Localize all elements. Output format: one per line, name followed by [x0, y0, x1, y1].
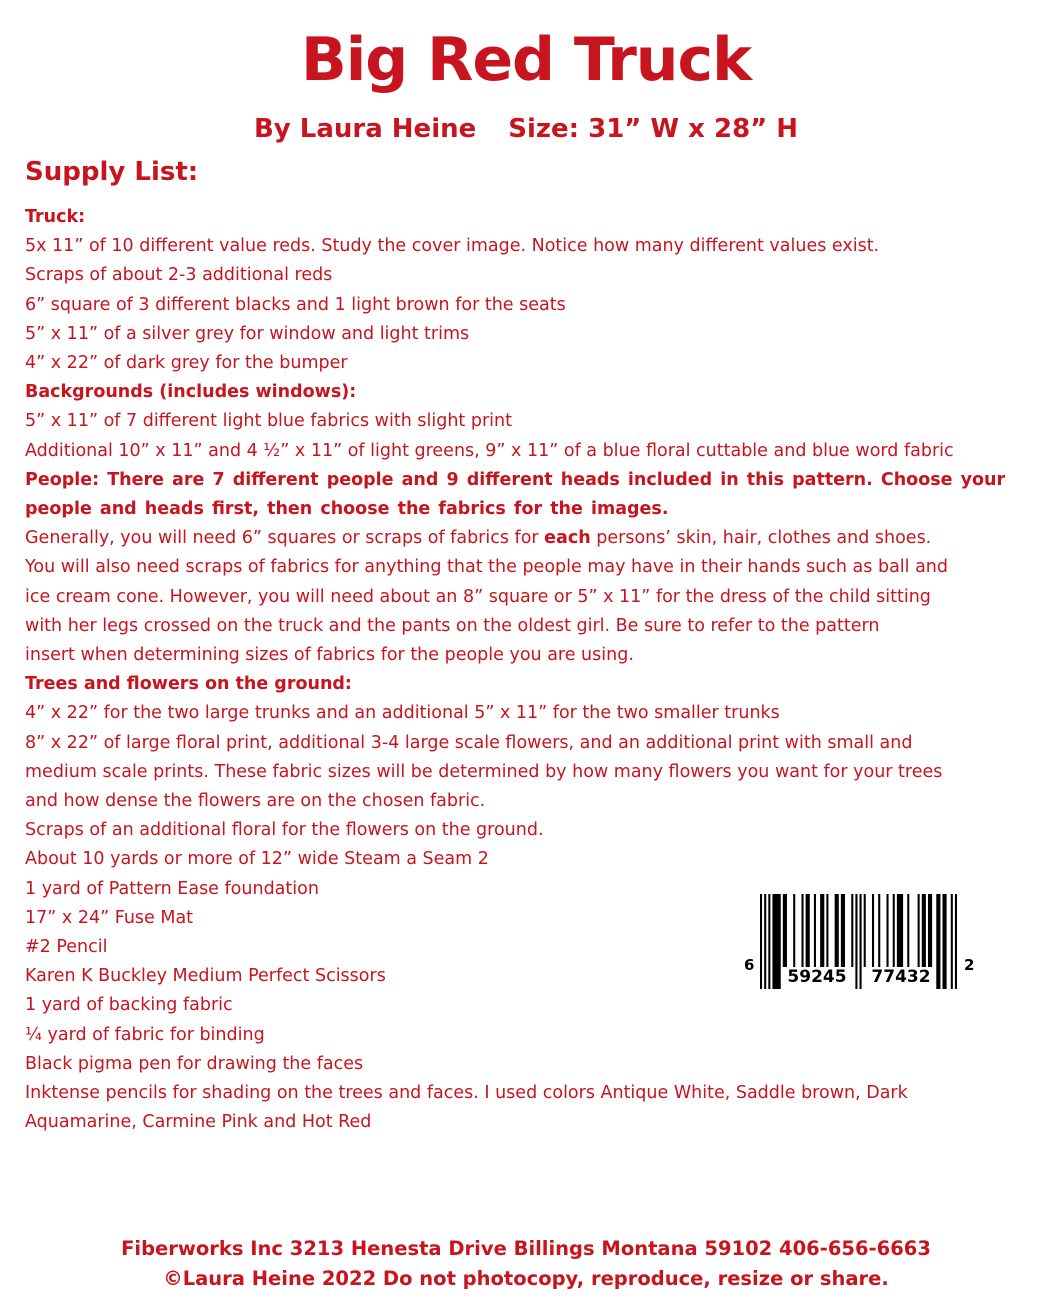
supply-line [25, 1050, 1015, 1079]
supply-line [25, 583, 1015, 612]
supply-line [25, 670, 1015, 699]
supply-line [25, 349, 1015, 378]
supply-line-text: medium scale prints. These fabric sizes will be determined by how many flowers you want for your trees [25, 761, 943, 782]
supply-line-text: Generally, you will need 6” squares or scraps of fabrics for [25, 528, 545, 549]
supply-line [25, 991, 1015, 1020]
supply-line [25, 1079, 1015, 1108]
supply-line [25, 524, 1015, 553]
supply-list [25, 203, 1015, 1138]
supply-line [25, 553, 1015, 582]
supply-line [25, 641, 1015, 670]
supply-line-text: ice cream cone. However, you will need about an 8” square or 5” x 11” for the dress of the child sitting [25, 586, 931, 607]
supply-list-heading: Supply List: [25, 157, 199, 187]
supply-line-text: 5” x 11” of 7 different light blue fabrics with slight print [25, 411, 512, 432]
supply-line-text: 1 yard of backing fabric [25, 995, 233, 1016]
footer-copyright: ©Laura Heine 2022 Do not photocopy, reproduce, resize or share. [163, 1267, 889, 1290]
size-label: Size: 31” W x 28” H [508, 114, 799, 144]
supply-line-text: You will also need scraps of fabrics for anything that the people may have in their hands such as ball and [25, 557, 948, 578]
supply-line-text: Additional 10” x 11” and 4 ½” x 11” of light greens, 9” x 11” of a blue floral cuttable and blue word fabric [25, 440, 954, 461]
supply-line-text: 5x 11” of 10 different value reds. Study the cover image. Notice how many different values exist. [25, 236, 880, 257]
supply-line-bold-text: Truck: [25, 207, 86, 227]
supply-line-text: Aquamarine, Carmine Pink and Hot Red [25, 1112, 372, 1133]
supply-line-text: 5” x 11” of a silver grey for window and light trims [25, 323, 470, 344]
supply-line-text: #2 Pencil [25, 937, 108, 958]
byline: By Laura Heine [253, 114, 477, 144]
supply-line [25, 612, 1015, 641]
supply-line-bold-text: each [544, 528, 591, 549]
supply-line [25, 816, 1015, 845]
supply-line [25, 787, 1015, 816]
supply-line-bold-text: people and heads first, then choose the fabrics for the images. [25, 499, 669, 520]
byline-size-row [0, 114, 1052, 144]
barcode-digits-group2: 77432 [871, 967, 931, 987]
supply-line [25, 261, 1015, 290]
barcode-digits-group1: 59245 [787, 967, 847, 987]
supply-line-text: Scraps of about 2-3 additional reds [25, 265, 333, 286]
supply-line [25, 845, 1015, 874]
supply-line [25, 203, 1015, 232]
supply-line-text: 6” square of 3 different blacks and 1 light brown for the seats [25, 294, 566, 315]
barcode [744, 894, 989, 991]
supply-line [25, 437, 1015, 466]
supply-line-text: with her legs crossed on the truck and the pants on the oldest girl. Be sure to refer to the pattern [25, 615, 880, 636]
supply-line-text: Karen K Buckley Medium Perfect Scissors [25, 966, 386, 987]
supply-line-bold-text: People: There are 7 different people and 9 different heads included in this pattern. Choose your [25, 469, 1006, 490]
supply-line [25, 1021, 1015, 1050]
supply-line [25, 699, 1015, 728]
supply-line-bold-text: Trees and flowers on the ground: [25, 674, 352, 695]
supply-line-text: insert when determining sizes of fabrics for the people you are using. [25, 645, 634, 666]
supply-line [25, 758, 1015, 787]
supply-line [25, 495, 1015, 524]
supply-line-text: 1 yard of Pattern Ease foundation [25, 878, 319, 899]
supply-line [25, 1108, 1015, 1137]
supply-line [25, 291, 1015, 320]
supply-line-text: Inktense pencils for shading on the trees and faces. I used colors Antique White, Saddle brown, Dark [25, 1083, 908, 1104]
supply-line [25, 729, 1015, 758]
supply-line [25, 320, 1015, 349]
supply-line [25, 466, 1015, 495]
footer [0, 1234, 1052, 1294]
supply-line-text: and how dense the flowers are on the chosen fabric. [25, 791, 486, 812]
supply-line-text: About 10 yards or more of 12” wide Steam a Seam 2 [25, 849, 489, 870]
supply-line-bold-text: Backgrounds (includes windows): [25, 382, 357, 403]
barcode-digit-left: 6 [744, 956, 755, 974]
footer-address: Fiberworks Inc 3213 Henesta Drive Billings Montana 59102 406-656-6663 [121, 1237, 931, 1260]
barcode-digit-right: 2 [964, 956, 975, 974]
supply-line [25, 232, 1015, 261]
supply-line-text: persons’ skin, hair, clothes and shoes. [590, 528, 932, 549]
supply-line-text: Black pigma pen for drawing the faces [25, 1053, 364, 1074]
supply-line-text: 4” x 22” for the two large trunks and an additional 5” x 11” for the two smaller trunks [25, 703, 780, 724]
supply-line [25, 407, 1015, 436]
supply-line-text: Scraps of an additional floral for the flowers on the ground. [25, 820, 544, 841]
page-title: Big Red Truck [301, 25, 751, 95]
supply-line-text: ¼ yard of fabric for binding [25, 1024, 265, 1045]
supply-line-text: 4” x 22” of dark grey for the bumper [25, 353, 348, 374]
supply-line-text: 17” x 24” Fuse Mat [25, 907, 194, 928]
supply-line [25, 378, 1015, 407]
supply-line-text: 8” x 22” of large floral print, additional 3-4 large scale flowers, and an additional print with small and [25, 732, 913, 753]
